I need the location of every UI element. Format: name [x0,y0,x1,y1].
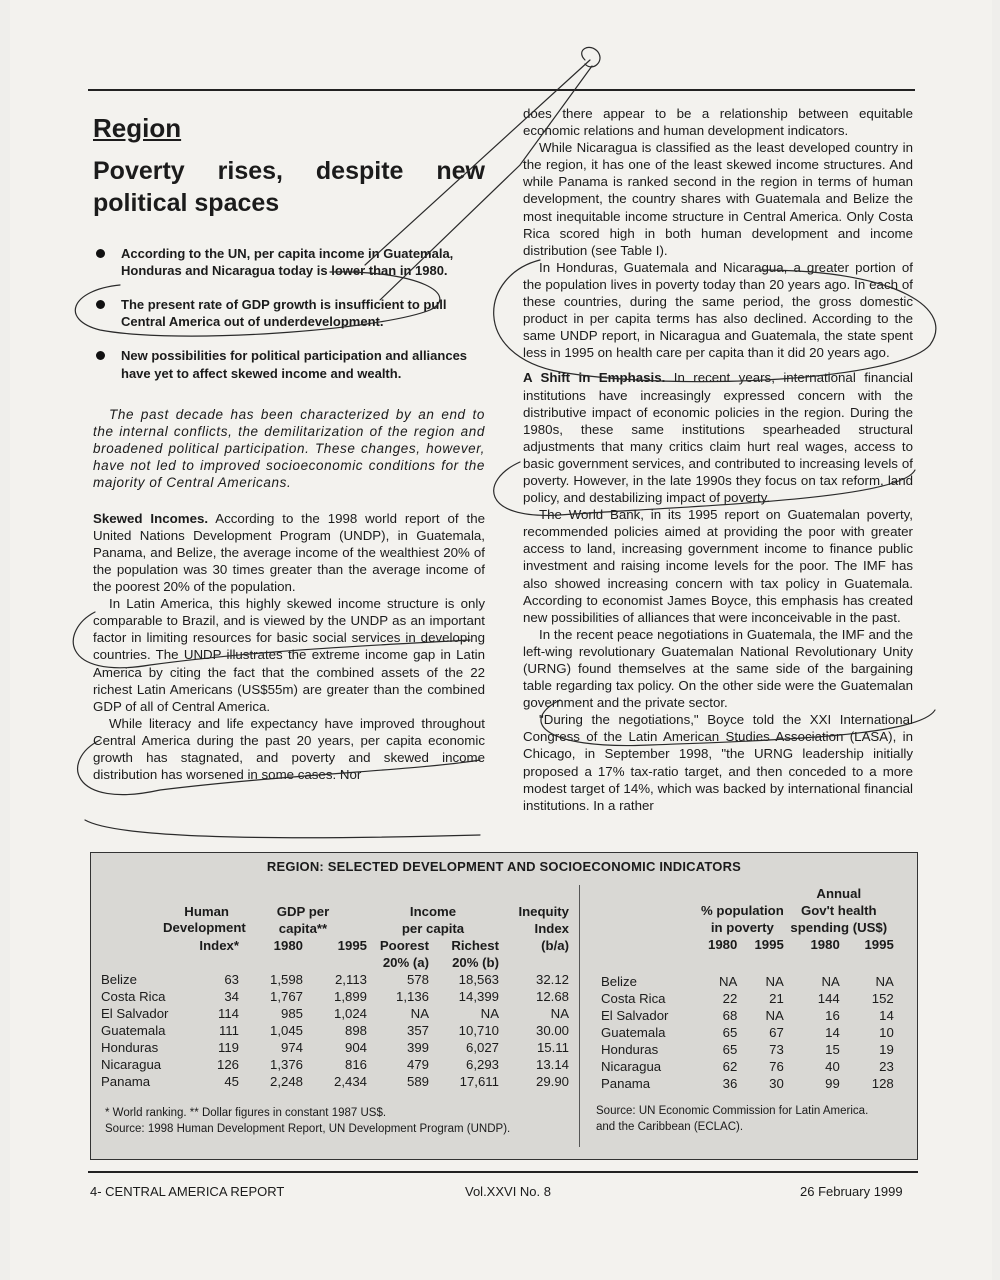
col-header: 20% (a) [382,955,429,970]
value-cell: 62 [722,1059,738,1074]
value-cell: 1,136 [395,989,429,1004]
value-cell: 152 [871,991,894,1006]
value-cell: 15.11 [536,1040,569,1055]
value-cell: 10 [879,1025,894,1040]
country-cell: Belize [101,972,137,987]
value-cell: NA [765,974,784,989]
deck-paragraph: The past decade has been characterized by an end to the internal conflicts, the demilitarization of the region and broadened political participation. These changes, however, have not led to improved socioeconomic conditions for the majority of Central Americans. [93,406,485,491]
hdi-header-2: Development [163,920,246,935]
value-cell: 357 [406,1023,429,1038]
country-cell: Honduras [601,1042,659,1057]
col-header: in poverty [710,920,774,935]
value-cell: NA [480,1006,499,1021]
value-cell: NA [875,974,894,989]
value-cell: 10,710 [458,1023,499,1038]
value-cell: 67 [769,1025,784,1040]
col-header: % population [701,903,784,918]
value-cell: 14 [825,1025,840,1040]
col-header: Human [184,904,229,919]
body-paragraph: The World Bank, in its 1995 report on Guatemalan poverty, recommended policies aimed at providing the poor with greater access to land, increasing government income to finance public investment and raising income levels for the poor. The IMF has also showed increasing concern with tax policy in Guatemala. According to economist James Boyce, this emphasis has created new possibilities of alliances that were inconceivable in the past. [523,507,913,625]
body-paragraph: A Shift in Emphasis. In recent years, international financial institutions have increasingly expressed concern with the distributive impact of economic policies in the region. During the 1980s, these same institutions spearheaded structural adjustments that many critics claim hurt real wages, access to basic government services, and contributed to increasing levels of poverty. However, in the late 1990s they focus on tax reform, land policy, and destabilizing impact of poverty. [523,370,913,506]
col-header: Index* [199,938,239,953]
col-header: Index [534,921,569,936]
value-cell: 76 [769,1059,784,1074]
value-cell: 128 [871,1076,894,1091]
col-header: spending (US$) [790,920,888,935]
table-row [601,1007,894,1024]
value-cell: 479 [406,1057,429,1072]
value-cell: 898 [344,1023,367,1038]
value-cell: 73 [769,1042,784,1057]
value-cell: 589 [406,1074,429,1089]
col-header: Richest [451,938,499,953]
right-column [523,105,913,814]
col-header: Gov't health [800,903,877,918]
col-header: 1995 [864,937,894,952]
value-cell: 99 [825,1076,840,1091]
value-cell: 32.12 [535,972,569,987]
section-label: Region [93,113,182,143]
value-cell: 40 [825,1059,840,1074]
country-cell: Panama [601,1076,651,1091]
value-cell: NA [719,974,738,989]
col-header: 1980 [273,938,303,953]
value-cell: 14,399 [458,989,499,1004]
bullet-item: New possibilities for political participation and alliances have yet to affect skewed income and wealth. [93,347,485,381]
value-cell: 21 [769,991,784,1006]
col-header: GDP per [276,904,330,919]
country-cell: El Salvador [101,1006,169,1021]
headline: Poverty rises, despite new political spaces [93,157,485,218]
col-header: 1980 [707,937,738,952]
body-paragraph: does there appear to be a relationship between equitable economic relations and human development indicators. [523,106,913,139]
value-cell: 2,248 [269,1074,303,1089]
table-row [101,988,569,1005]
col-header: 1995 [337,938,367,953]
value-cell: 36 [722,1076,738,1091]
table-row [601,1075,894,1092]
table-row [101,1039,569,1056]
value-cell: 974 [280,1040,303,1055]
col-header: Income [409,904,457,919]
table-footnote: * World ranking. ** Dollar figures in constant 1987 US$. [105,1107,387,1119]
value-cell: 6,027 [465,1040,499,1055]
value-cell: 65 [722,1025,738,1040]
table-notes [105,1105,510,1137]
col-header: 20% (b) [452,955,499,970]
country-cell: Costa Rica [101,989,166,1004]
value-cell: 1,899 [333,989,367,1004]
col-header: 1995 [754,937,784,952]
body-paragraph: While Nicaragua is classified as the least developed country in the region, it has one of the least skewed income structures. And while Panama is ranked second in the region in terms of human development, the country shares with Guatemala and Belize the most inequitable income structure in Central America. Only Costa Rica scored high in both human development and income distribution (see Table I). [523,140,913,258]
table-row [601,1024,894,1041]
value-cell: 6,293 [465,1057,499,1072]
body-paragraph: In Latin America, this highly skewed income structure is only comparable to Brazil, and is viewed by the UNDP as an important factor in limiting resources for basic social services in developing countries. The UNDP illustrates the extreme income gap in Latin America by citing the fact that the combined assets of the 22 richest Latin Americans (US$55m) are greater than the combined GDP of all of Central America. [93,596,485,714]
value-cell: 1,598 [269,972,303,987]
value-cell: 578 [406,972,429,987]
bullet-dot-icon [96,351,105,360]
country-cell: Panama [101,1074,151,1089]
value-cell: 985 [280,1006,303,1021]
value-cell: 45 [224,1074,239,1089]
poverty-health-table [601,885,894,1092]
top-rule [88,89,915,91]
table-row [601,1058,894,1075]
value-cell: NA [550,1006,569,1021]
col-header: capita** [278,921,328,936]
value-cell: 119 [217,1040,239,1055]
footer-publication: 4- CENTRAL AMERICA REPORT [90,1184,285,1199]
table-source-eclac: Source: UN Economic Commission for Latin America. and the Caribbean (ECLAC). [596,1105,869,1133]
value-cell: 23 [879,1059,894,1074]
value-cell: 13.14 [535,1057,569,1072]
col-header: Poorest [379,938,429,953]
value-cell: 34 [224,989,239,1004]
value-cell: NA [765,1008,784,1023]
col-header: 1980 [810,937,840,952]
table-source: Source: 1998 Human Development Report, UN Development Program (UNDP). [105,1123,511,1135]
footer-date: 26 February 1999 [800,1184,903,1199]
bottom-rule [88,1171,918,1173]
value-cell: 30 [769,1076,784,1091]
bullet-dot-icon [96,249,105,258]
col-header: (b/a) [541,938,569,953]
table-row [101,971,569,988]
value-cell: 18,563 [458,972,499,987]
country-cell: Nicaragua [101,1057,162,1072]
value-cell: 12.68 [535,989,569,1004]
value-cell: 19 [879,1042,894,1057]
value-cell: NA [410,1006,429,1021]
footer-volume: Vol.XXVI No. 8 [465,1184,551,1199]
value-cell: 15 [825,1042,840,1057]
value-cell: 22 [722,991,738,1006]
value-cell: 2,113 [334,972,367,987]
body-paragraph: Skewed Incomes. According to the 1998 world report of the United Nations Development Program (UNDP), in Guatemala, Panama, and Belize, the average income of the wealthiest 20% of the population was 30 times greater than the average income of the poorest 20% of the population. [93,510,486,595]
value-cell: 1,024 [333,1006,367,1021]
bullet-item: According to the UN, per capita income in Guatemala, Honduras and Nicaragua today is lower than in 1980. [93,245,485,279]
country-cell: Costa Rica [601,991,666,1006]
bullet-item: The present rate of GDP growth is insufficient to pull Central America out of underdevelopment. [93,296,485,330]
value-cell: 144 [817,991,840,1006]
bullet-dot-icon [96,300,105,309]
country-cell: Nicaragua [601,1059,662,1074]
value-cell: 816 [344,1057,367,1072]
value-cell: 114 [217,1006,239,1021]
country-cell: El Salvador [601,1008,669,1023]
value-cell: 63 [224,972,239,987]
table-row [601,973,894,990]
left-column [93,104,485,783]
value-cell: 1,376 [269,1057,303,1072]
value-cell: 29.90 [535,1074,569,1089]
value-cell: 1,767 [269,989,303,1004]
value-cell: 399 [406,1040,429,1055]
value-cell: 16 [825,1008,840,1023]
value-cell: 17,611 [459,1074,499,1089]
value-cell: 30.00 [535,1023,569,1038]
value-cell: 904 [344,1040,367,1055]
country-cell: Belize [601,974,637,989]
table-row [101,1056,569,1073]
table-row [601,1041,894,1058]
country-cell: Honduras [101,1040,159,1055]
value-cell: 68 [722,1008,738,1023]
country-cell: Guatemala [601,1025,666,1040]
value-cell: 126 [216,1057,239,1072]
value-cell: 111 [218,1023,239,1038]
body-paragraph: While literacy and life expectancy have improved throughout Central America during the past 20 years, per capita economic growth has stagnated, and poverty and skewed income distribution has worsened in some cases. Nor [93,715,485,783]
body-paragraph: In the recent peace negotiations in Guatemala, the IMF and the left-wing revolutionary Guatemalan National Revolutionary Unity (URNG) found themselves at the same side of the bargaining table regarding tax policy. On the other side were the Guatemalan government and the private sector. [523,626,913,711]
value-cell: 65 [722,1042,738,1057]
indicators-table-box [90,852,918,1160]
body-paragraph: In Honduras, Guatemala and Nicaragua, a greater portion of the population lives in poverty today than 20 years ago. In each of these countries, during the same period, the gross domestic product in per capita terms has also declined. According to the same UNDP report, in Nicaragua and Guatemala, the state spent less in 1995 on health care per capita than it did 20 years ago. [523,259,913,361]
body-paragraph: "During the negotiations," Boyce told the XXI International Congress of the Latin American Studies Association (LASA), in Chicago, in September 1998, "the URNG leadership initially proposed a 17% tax-ratio target, and then conceded to a more modest target of 14%, which was backed by international financial institutions. In a rather [523,712,913,813]
table-row [101,1005,569,1022]
value-cell: NA [821,974,840,989]
table-row [101,1022,569,1039]
col-header: Annual [816,886,862,901]
table-row [101,1073,569,1090]
value-cell: 1,045 [269,1023,303,1038]
subhead: A Shift in Emphasis. [523,370,666,386]
table-divider [579,885,580,1147]
key-points [93,245,485,382]
value-cell: 14 [879,1008,894,1023]
table-row [601,990,894,1007]
col-header: per capita [401,921,465,936]
col-header: Inequity [518,904,569,919]
table-title: REGION: SELECTED DEVELOPMENT AND SOCIOECONOMIC INDICATORS [266,859,742,874]
country-cell: Guatemala [101,1023,166,1038]
value-cell: 2,434 [333,1074,367,1089]
subhead: Skewed Incomes. [93,510,209,526]
